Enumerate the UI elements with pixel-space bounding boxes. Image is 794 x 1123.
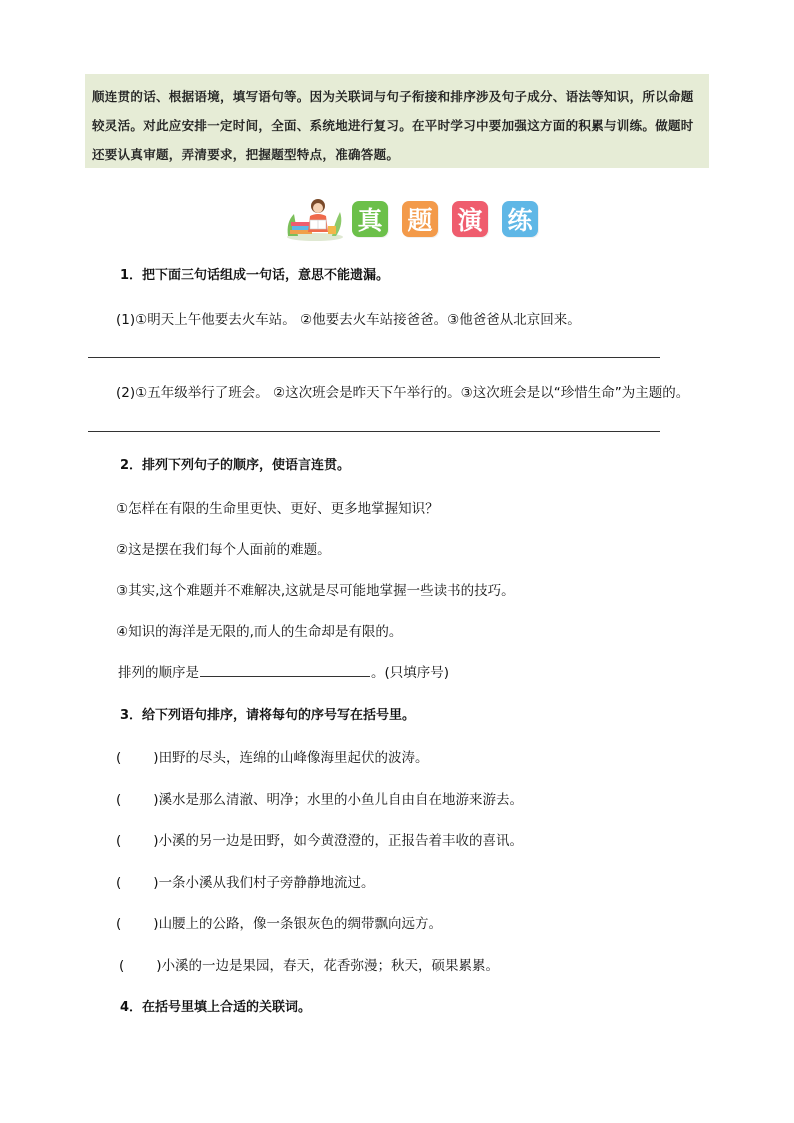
- close-paren: ): [153, 916, 159, 932]
- question-3-item: [116, 871, 375, 891]
- question-3-item: [119, 954, 499, 974]
- item-text: 溪水是那么清澈、明净；水里的小鱼儿自由自在地游来游去。: [158, 792, 524, 808]
- question-1-title: 1．把下面三句话组成一句话，意思不能遗漏。: [120, 268, 390, 283]
- question-2-sentence-3: ③其实,这个难题并不难解决,这就是尽可能地掌握一些读书的技巧。: [116, 583, 515, 599]
- close-paren: ): [156, 958, 162, 974]
- question-2-sentence-1: ①怎样在有限的生命里更快、更好、更多地掌握知识？: [116, 501, 439, 517]
- open-paren: (: [119, 958, 125, 974]
- answer-line-2[interactable]: [88, 431, 660, 432]
- close-paren: ): [153, 833, 159, 849]
- answer-line-1[interactable]: [88, 357, 660, 358]
- question-1-item-2: (2)①五年级举行了班会。 ②这次班会是昨天下午举行的。③这次班会是以“珍惜生命”为主题的。: [116, 385, 690, 401]
- question-3-item: [116, 788, 523, 808]
- section-banner: [284, 197, 538, 241]
- answer-prefix: 排列的顺序是: [118, 665, 199, 681]
- question-3-title: 3．给下列语句排序，请将每句的序号写在括号里。: [120, 708, 416, 723]
- open-paren: (: [116, 792, 122, 808]
- open-paren: (: [116, 875, 122, 891]
- question-2-sentence-4: ④知识的海洋是无限的,而人的生命却是有限的。: [116, 624, 403, 640]
- item-text: 山腰上的公路，像一条银灰色的绸带飘向远方。: [158, 916, 443, 932]
- banner-tile-ti: 题: [402, 201, 438, 237]
- question-4-title: 4．在括号里填上合适的关联词。: [120, 1000, 312, 1015]
- item-text: 小溪的另一边是田野，如今黄澄澄的，正报告着丰收的喜讯。: [158, 833, 524, 849]
- answer-suffix: 。(只填序号): [371, 665, 450, 681]
- order-blank[interactable]: [200, 662, 370, 677]
- intro-box: [85, 74, 709, 168]
- banner-tile-lian: 练: [502, 201, 538, 237]
- banner-tile-zhen: 真: [352, 201, 388, 237]
- item-text: 小溪的一边是果园，春天，花香弥漫；秋天，硕果累累。: [161, 958, 500, 974]
- question-3-item: [116, 912, 442, 932]
- open-paren: (: [116, 833, 122, 849]
- banner-tile-yan: 演: [452, 201, 488, 237]
- close-paren: ): [153, 792, 159, 808]
- question-1-item-1: (1)①明天上午他要去火车站。 ②他要去火车站接爸爸。③他爸爸从北京回来。: [116, 312, 581, 328]
- question-3-item: [116, 746, 429, 766]
- close-paren: ): [153, 875, 159, 891]
- question-2-title: 2．排列下列句子的顺序，使语言连贯。: [120, 458, 351, 473]
- close-paren: ): [153, 750, 159, 766]
- item-text: 田野的尽头，连绵的山峰像海里起伏的波涛。: [158, 750, 429, 766]
- question-3-item: [116, 829, 523, 849]
- open-paren: (: [116, 916, 122, 932]
- open-paren: (: [116, 750, 122, 766]
- question-2-answer: [118, 661, 449, 681]
- reading-girl-icon: [284, 196, 346, 242]
- question-2-sentence-2: ②这是摆在我们每个人面前的难题。: [116, 542, 331, 558]
- intro-text: 顺连贯的话、根据语境，填写语句等。因为关联词与句子衔接和排序涉及句子成分、语法等知识，所以命题较灵活。对此应安排一定时间，全面、系统地进行复习。在平时学习中要加强这方面的积累与训练。做题时还要认真审题，弄清要求，把握题型特点，准确答题。: [92, 89, 694, 162]
- item-text: 一条小溪从我们村子旁静静地流过。: [158, 875, 375, 891]
